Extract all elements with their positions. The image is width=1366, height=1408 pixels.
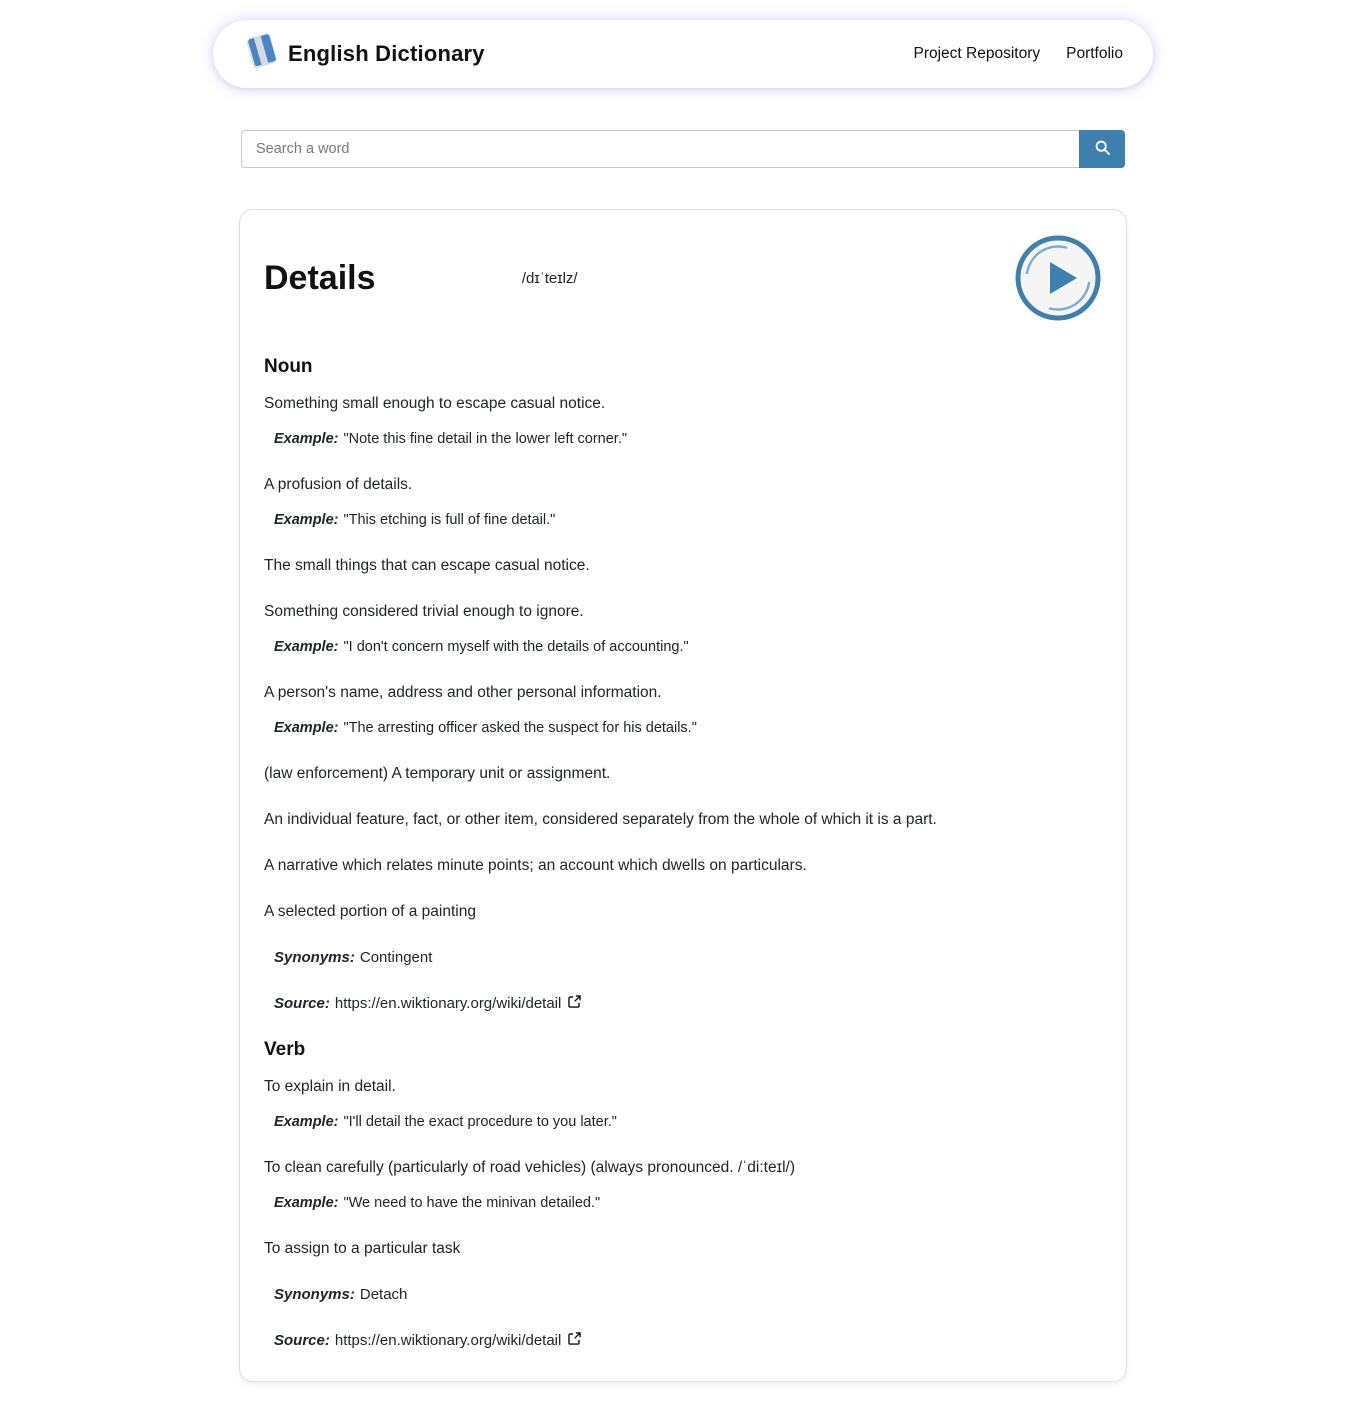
example-label: Example: [274, 512, 339, 528]
search-input[interactable] [241, 130, 1079, 168]
example-text: "I don't concern myself with the details of accounting." [343, 639, 689, 655]
example-text: "The arresting officer asked the suspect for his details." [343, 720, 697, 736]
definition [264, 555, 1102, 576]
external-link-icon [567, 1331, 582, 1352]
audio-play-button[interactable] [1014, 234, 1102, 322]
example-text: "This etching is full of fine detail." [343, 512, 556, 528]
search-icon [1094, 139, 1111, 159]
definition-text: Something considered trivial enough to ignore. [264, 603, 584, 620]
source-label: Source: [274, 1332, 330, 1349]
definition-text: A selected portion of a painting [264, 903, 476, 920]
definition-text: Something small enough to escape casual notice. [264, 395, 606, 412]
example-label: Example: [274, 1114, 339, 1130]
example-text: "I'll detail the exact procedure to you later." [343, 1114, 617, 1130]
entry-word: Details [264, 258, 376, 297]
header [213, 20, 1153, 88]
definition [264, 682, 1102, 738]
definition-text: A narrative which relates minute points; an account which dwells on particulars. [264, 857, 807, 874]
source-url: https://en.wiktionary.org/wiki/detail [334, 995, 562, 1012]
definition-text: The small things that can escape casual notice. [264, 557, 590, 574]
definition-text: An individual feature, fact, or other item, considered separately from the whole of which it is a part. [264, 811, 937, 828]
definition-text: A person's name, address and other personal information. [264, 684, 662, 701]
synonyms-value: Detach [359, 1286, 408, 1303]
definition [264, 809, 1102, 830]
source-url: https://en.wiktionary.org/wiki/detail [334, 1332, 562, 1349]
definition-example [264, 429, 1102, 449]
book-icon [243, 33, 279, 76]
definition-example [264, 1193, 1102, 1213]
definition-text: To clean carefully (particularly of road vehicles) (always pronounced. /ˈdi:teɪl/) [264, 1159, 796, 1176]
definition [264, 763, 1102, 784]
entry-title-row [264, 234, 1102, 322]
definition [264, 855, 1102, 876]
definition-text: To explain in detail. [264, 1078, 396, 1095]
page [0, 20, 1366, 1408]
definition-example [264, 1112, 1102, 1132]
definition [264, 1076, 1102, 1132]
example-label: Example: [274, 639, 339, 655]
synonyms-label: Synonyms: [274, 1286, 355, 1303]
definition-text: (law enforcement) A temporary unit or assignment. [264, 765, 611, 782]
definition-text: To assign to a particular task [264, 1240, 461, 1257]
section-verb [264, 1039, 1102, 1351]
example-text: "We need to have the minivan detailed." [343, 1195, 601, 1211]
source-label: Source: [274, 995, 330, 1012]
synonyms-row [264, 1284, 1102, 1305]
definition [264, 1157, 1102, 1213]
search-button[interactable] [1079, 130, 1125, 168]
synonyms-label: Synonyms: [274, 949, 355, 966]
definition [264, 393, 1102, 449]
definition-text: A profusion of details. [264, 476, 413, 493]
entry-phonetic: /dɪˈteɪlz/ [521, 269, 578, 287]
entry-card [239, 209, 1127, 1382]
brand-title: English Dictionary [288, 41, 485, 66]
search-bar [241, 130, 1125, 168]
nav-link-portfolio[interactable]: Portfolio [1066, 45, 1123, 62]
example-label: Example: [274, 431, 339, 447]
definition-example [264, 510, 1102, 530]
definition-example [264, 718, 1102, 738]
source-row [264, 1330, 1102, 1351]
play-icon [1014, 310, 1102, 325]
pos-heading: Noun [264, 356, 313, 377]
example-label: Example: [274, 1195, 339, 1211]
pos-heading: Verb [264, 1039, 306, 1060]
definition [264, 601, 1102, 657]
synonyms-row [264, 947, 1102, 968]
definition [264, 1238, 1102, 1259]
definition [264, 901, 1102, 922]
brand [243, 33, 485, 76]
definition-example [264, 637, 1102, 657]
example-text: "Note this fine detail in the lower left corner." [343, 431, 628, 447]
example-label: Example: [274, 720, 339, 736]
section-noun [264, 356, 1102, 1014]
definition [264, 474, 1102, 530]
header-nav [913, 45, 1123, 63]
source-link[interactable] [335, 1330, 583, 1351]
synonyms-value: Contingent [359, 949, 433, 966]
nav-link-project-repository[interactable]: Project Repository [913, 45, 1041, 62]
source-link[interactable] [335, 993, 583, 1014]
source-row [264, 993, 1102, 1014]
external-link-icon [567, 994, 582, 1015]
